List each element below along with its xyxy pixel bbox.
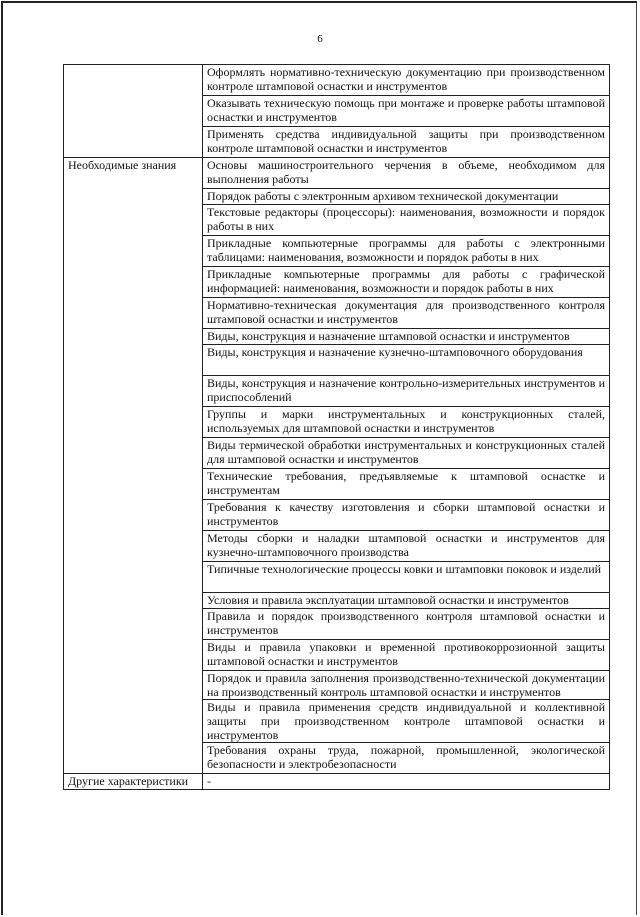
row-text: Виды, конструкция и назначение штамповой оснастки и инструментов [203,329,610,345]
section-label-other: Другие характеристики [64,774,203,790]
row-text: Нормативно-техническая документация для производственного контроля штамповой оснастки и инструментов [203,298,610,329]
table-row [64,158,610,189]
row-text: Порядок работы с электронным архивом технической документации [203,189,610,205]
row-text: Технические требования, предъявляемые к штамповой оснастке и инструментам [203,469,610,500]
table-row [64,774,610,790]
row-text: Правила и порядок производственного контроля штамповой оснастки и инструментов [203,609,610,640]
row-text: Типичные технологические процессы ковки и штамповки поковок и изделий [203,562,610,593]
row-text: Требования охраны труда, пожарной, промышленной, экологической безопасности и электробезопасности [203,743,610,774]
row-text: Прикладные компьютерные программы для работы с электронными таблицами: наименования, возможности и порядок работы в них [203,236,610,267]
row-text: Виды термической обработки инструментальных и конструкционных сталей для штамповой оснастки и инструментов [203,438,610,469]
row-text: Виды и правила упаковки и временной противокоррозионной защиты штамповой оснастки и инструментов [203,640,610,671]
row-text: Условия и правила эксплуатации штамповой оснастки и инструментов [203,593,610,609]
row-text: Виды, конструкция и назначение кузнечно-штамповочного оборудования [203,345,610,376]
row-text: Методы сборки и наладки штамповой оснастки и инструментов для кузнечно-штамповочного производства [203,531,610,562]
row-text: Применять средства индивидуальной защиты при производственном контроле штамповой оснастки и инструментов [203,127,610,158]
row-text: Требования к качеству изготовления и сборки штамповой оснастки и инструментов [203,500,610,531]
row-text: Текстовые редакторы (процессоры): наименования, возможности и порядок работы в них [203,205,610,236]
row-text: Оказывать техническую помощь при монтаже и проверке работы штамповой оснастки и инструментов [203,96,610,127]
row-text: Группы и марки инструментальных и конструкционных сталей, используемых для штамповой оснастки и инструментов [203,407,610,438]
row-text: Порядок и правила заполнения производственно-технической документации на производственный контроль штамповой оснастки и инструментов [203,671,610,700]
row-text: Виды, конструкция и назначение контрольно-измерительных инструментов и приспособлений [203,376,610,407]
section-cell [64,65,203,158]
requirements-table [63,64,610,790]
row-text: - [203,774,610,790]
page-number: 6 [317,33,323,45]
row-text: Виды и правила применения средств индивидуальной и коллективной защиты при производственном контроле штамповой оснастки и инструментов [203,700,610,743]
row-text: Основы машиностроительного черчения в объеме, необходимом для выполнения работы [203,158,610,189]
section-label-knowledge: Необходимые знания [64,158,203,774]
table-row [64,65,610,96]
row-text: Оформлять нормативно-техническую документацию при производственном контроле штамповой оснастки и инструментов [203,65,610,96]
row-text: Прикладные компьютерные программы для работы с графической информацией: наименования, возможности и порядок работы в них [203,267,610,298]
